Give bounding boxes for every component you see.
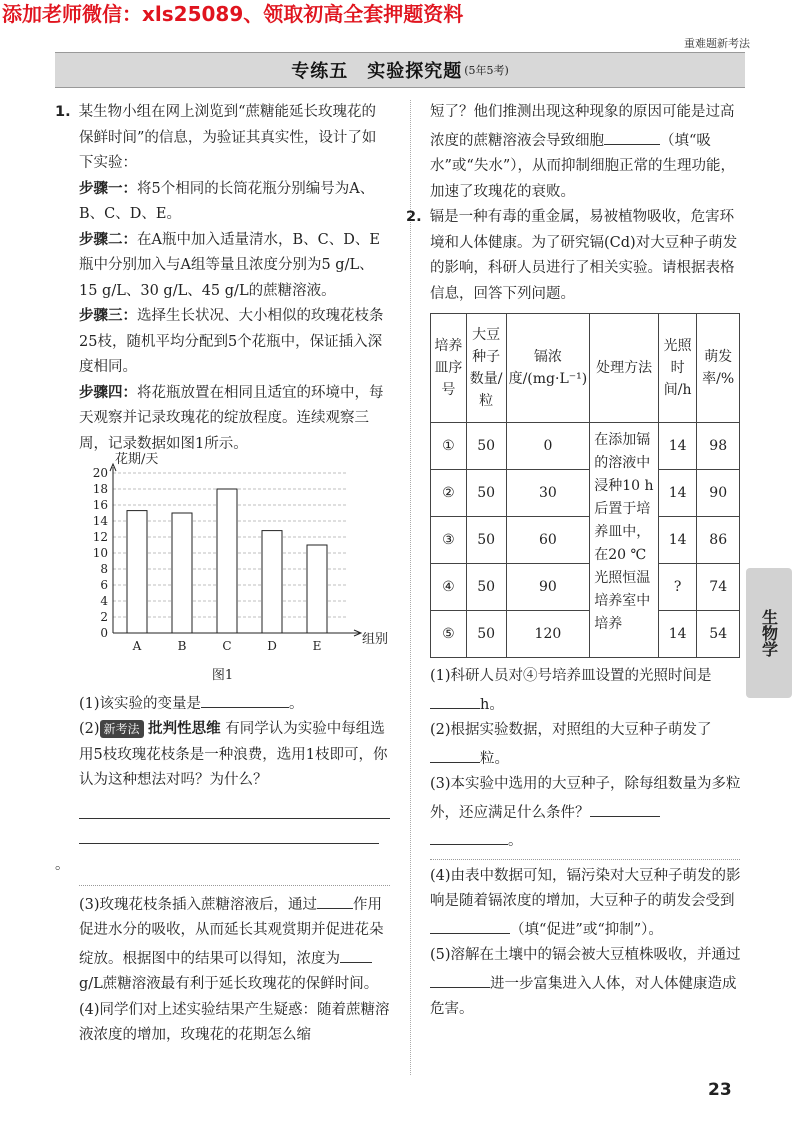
- y-tick-label: 2: [100, 610, 108, 624]
- q1-sub2-number: (2): [79, 721, 100, 737]
- answer-blank[interactable]: [604, 126, 660, 145]
- table-header: 培养皿序号: [431, 314, 467, 423]
- table-row: [431, 470, 740, 517]
- q1-cont-text-a: 短了？他们推测出现这种现象的原因可能是过高浓度的蔗糖溶液会导致细胞: [430, 104, 735, 149]
- bar: [307, 545, 327, 633]
- bar: [217, 489, 237, 633]
- bar-chart-svg: [55, 452, 390, 661]
- y-tick-label: 20: [92, 466, 108, 480]
- critical-thinking-label: 批判性思维: [148, 721, 221, 737]
- table-header: 大豆种子数量/粒: [466, 314, 506, 423]
- table-row: [431, 423, 740, 470]
- q1-sub2-text: 有同学认为实验中每组选用5枝玫瑰花枝条是一种浪费，选用1枝即可，你认为这种想法对吗？为什么？: [79, 721, 388, 788]
- q2-sub4-text: (4)由表中数据可知，镉污染对大豆种子萌发的影响是随着镉浓度的增加，大豆种子的萌发会受到: [430, 867, 741, 909]
- figure-caption: 图1: [211, 668, 234, 683]
- y-axis-label: 花期/天: [115, 452, 159, 467]
- new-method-badge: 新考法: [100, 720, 144, 738]
- x-tick-label: A: [132, 639, 142, 653]
- answer-blank[interactable]: [590, 798, 660, 817]
- cell-cd: 120: [506, 611, 590, 658]
- q1-sub1-text: (1)该实验的变量是: [79, 695, 202, 712]
- page-title: 专练五 实验探究题: [291, 61, 463, 82]
- q2-sub3-line: [430, 826, 745, 855]
- right-column: [406, 100, 745, 1023]
- q1-sub1: [55, 689, 390, 718]
- left-column: [55, 100, 390, 1049]
- q1-intro-text: 某生物小组在网上浏览到“蔗糖能延长玫瑰花的保鲜时间”的信息，为验证其真实性，设计了如下实验：: [78, 104, 377, 171]
- q2-sub1: [430, 664, 745, 718]
- subject-tab: [746, 568, 792, 698]
- answer-blank[interactable]: [430, 826, 508, 845]
- cell-seeds: 50: [466, 564, 506, 611]
- q1-step1: [55, 177, 390, 228]
- cell-rate: 90: [697, 470, 740, 517]
- q1-step4: [55, 381, 390, 458]
- q2-sub5-text: (5)溶解在土壤中的镉会被大豆植株吸收，并通过: [430, 947, 741, 963]
- y-tick-label: 18: [92, 482, 108, 496]
- cell-cd: 60: [506, 517, 590, 564]
- q2-sub2: [430, 718, 745, 772]
- cell-seeds: 50: [466, 517, 506, 564]
- q2-sub1-text: (1)科研人员对④号培养皿设置的光照时间是: [430, 668, 712, 684]
- y-tick-label: 6: [100, 578, 108, 592]
- subject-tab-label: 生物学: [759, 609, 779, 657]
- cell-light: 14: [658, 517, 696, 564]
- x-tick-label: E: [312, 639, 322, 653]
- q2-number: 2.: [406, 209, 422, 225]
- answer-line[interactable]: [79, 819, 379, 844]
- bar: [262, 531, 282, 633]
- q1-sub3-text-c: g/L蔗糖溶液最有利于延长玫瑰花的保鲜时间。: [79, 976, 379, 992]
- table-header-row: [431, 314, 740, 423]
- cell-light: 14: [658, 611, 696, 658]
- q1-step2: [55, 228, 390, 305]
- cell-rate: 54: [697, 611, 740, 658]
- table-header: 光照时间/h: [658, 314, 696, 423]
- cell-light: 14: [658, 470, 696, 517]
- step2-label: 步骤二：: [79, 231, 137, 248]
- cell-light: 14: [658, 423, 696, 470]
- bar: [127, 511, 147, 633]
- step1-label: 步骤一：: [79, 180, 137, 197]
- table-row: [431, 517, 740, 564]
- answer-blank[interactable]: [430, 744, 480, 763]
- y-tick-label: 16: [92, 498, 108, 512]
- cell-cd: 90: [506, 564, 590, 611]
- q2-sub4: [430, 864, 745, 944]
- y-tick-label: 8: [100, 562, 108, 576]
- table-header: 镉浓度/(mg·L⁻¹): [506, 314, 590, 423]
- section-label: 重难题新考法: [684, 37, 750, 50]
- promo-banner: 添加老师微信：xls25089、领取初高全套押题资料: [2, 2, 464, 26]
- step3-label: 步骤三：: [79, 308, 137, 324]
- step4-text: 将花瓶放置在相同且适宜的环境中，每天观察并记录玫瑰花的绽放程度。连续观察三周，记录数据如图1所示。: [79, 384, 384, 452]
- separator: [79, 885, 390, 886]
- answer-blank[interactable]: [317, 890, 353, 909]
- cell-seeds: 50: [466, 470, 506, 517]
- x-axis-label: 组别: [362, 632, 389, 647]
- q2-sub5: [430, 943, 745, 1023]
- table-header: 处理方法: [590, 314, 659, 423]
- q1-intro: [55, 100, 390, 177]
- q1-step3: [55, 304, 390, 381]
- cell-treatment: 在添加镉的溶液中浸种10 h后置于培养皿中，在20 ℃光照恒温培养室中培养: [590, 423, 659, 658]
- step3-text: 选择生长状况、大小相似的玫瑰花枝条25枝，随机平均分配到5个花瓶中，保证插入深度相同。: [79, 308, 384, 375]
- bar-chart: [55, 452, 390, 681]
- q1-sub4: (4)同学们对上述实验结果产生疑惑：随着蔗糖溶液浓度的增加，玫瑰花的花期怎么缩: [79, 1001, 390, 1043]
- q1-sub2-end: 。: [55, 857, 70, 873]
- y-tick-label: 14: [92, 514, 108, 528]
- cell-light: ?: [658, 564, 696, 611]
- step4-label: 步骤四：: [79, 384, 137, 401]
- q1-sub1-end: 。: [289, 695, 304, 712]
- q1-sub3-text-b: 作用促进水分的吸收，从而延长其观赏期并促进花朵绽放。根据图中的结果可以得知，浓度为: [79, 896, 384, 967]
- answer-blank[interactable]: [430, 690, 480, 709]
- q2-sub1-end: h。: [480, 696, 504, 713]
- table-row: [431, 564, 740, 611]
- x-tick-label: B: [177, 639, 187, 653]
- q2-sub3: [430, 772, 745, 826]
- q1-sub3: [55, 890, 390, 998]
- cell-cd: 0: [506, 423, 590, 470]
- q2-sub4-end: （填“促进”或“抑制”）。: [510, 921, 663, 938]
- answer-blank[interactable]: [201, 689, 289, 708]
- q1-sub3-text-a: (3)玫瑰花枝条插入蔗糖溶液后，通过: [79, 896, 318, 913]
- cell-id: ⑤: [431, 611, 467, 658]
- table-row: [431, 611, 740, 658]
- x-tick-label: C: [222, 639, 232, 653]
- cell-cd: 30: [506, 470, 590, 517]
- cell-id: ④: [431, 564, 467, 611]
- y-tick-label: 12: [92, 530, 108, 544]
- q1-number: 1.: [55, 104, 71, 120]
- y-tick-label: 4: [100, 594, 108, 608]
- q2-sub2-text: (2)根据实验数据，对照组的大豆种子萌发了: [430, 722, 712, 738]
- q2-intro-text: 镉是一种有毒的重金属，易被植物吸收，危害环境和人体健康。为了研究镉(Cd)对大豆种子萌发的影响，科研人员进行了相关实验。请根据表格信息，回答下列问题。: [429, 209, 738, 302]
- answer-blank[interactable]: [340, 944, 372, 963]
- answer-blank[interactable]: [430, 915, 510, 934]
- q2-sub2-end: 粒。: [480, 750, 509, 767]
- q1-sub2: [55, 717, 390, 794]
- answer-blank[interactable]: [430, 969, 490, 988]
- x-tick-label: D: [267, 639, 277, 653]
- q2-sub3-text: (3)本实验中选用的大豆种子，除每组数量为多粒外，还应满足什么条件？: [430, 776, 741, 821]
- bar: [172, 513, 192, 633]
- section-header: [55, 52, 745, 88]
- data-table: [430, 313, 740, 658]
- cell-rate: 98: [697, 423, 740, 470]
- cell-id: ③: [431, 517, 467, 564]
- cell-rate: 86: [697, 517, 740, 564]
- page-number: 23: [708, 1080, 732, 1100]
- cell-id: ①: [431, 423, 467, 470]
- cell-id: ②: [431, 470, 467, 517]
- q1-continued: [430, 100, 745, 205]
- answer-line[interactable]: [79, 794, 390, 819]
- y-tick-label: 0: [100, 626, 108, 640]
- q2-sub5-end: 进一步富集进入人体，对人体健康造成危害。: [430, 975, 737, 1017]
- q2-sub3-end: 。: [508, 833, 523, 849]
- y-tick-label: 10: [92, 546, 108, 560]
- step1-text: 将5个相同的长筒花瓶分别编号为A、B、C、D、E。: [79, 180, 375, 222]
- step2-text: 在A瓶中加入适量清水，B、C、D、E瓶中分别加入与A组等量且浓度分别为5 g/L、15 g/L、30 g/L、45 g/L的蔗糖溶液。: [79, 231, 380, 299]
- separator: [430, 859, 740, 860]
- q1-cont-text-b: （填“吸水”或“失水”），从而抑制细胞正常的生理功能，加速了玫瑰花的衰败。: [430, 132, 735, 200]
- cell-rate: 74: [697, 564, 740, 611]
- table-header: 萌发率/%: [697, 314, 740, 423]
- page-subtitle: (5年5考): [464, 64, 509, 77]
- q2-intro: [406, 205, 745, 307]
- cell-seeds: 50: [466, 423, 506, 470]
- cell-seeds: 50: [466, 611, 506, 658]
